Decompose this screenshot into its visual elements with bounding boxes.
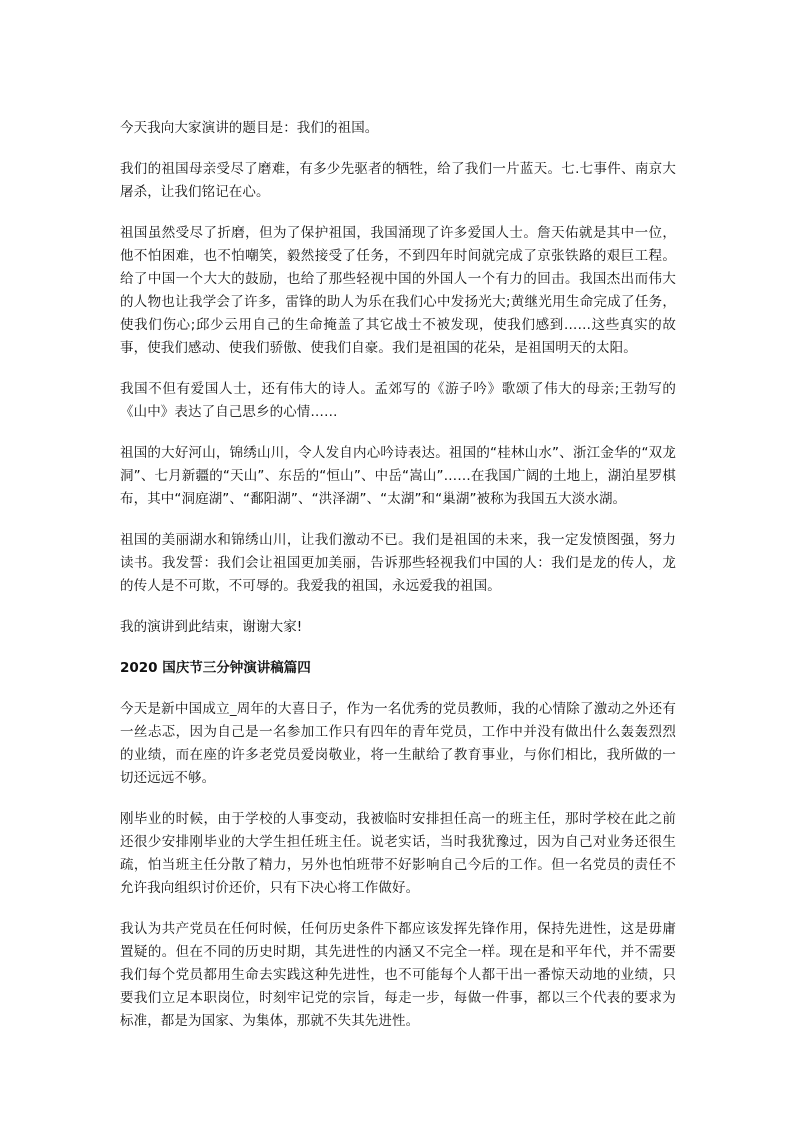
paragraph-2: 我们的祖国母亲受尽了磨难，有多少先驱者的牺牲，给了我们一片蓝天。七.七事件、南京大屠杀，让我们铭记在心。	[120, 161, 676, 200]
paragraph-4: 我国不但有爱国人士，还有伟大的诗人。孟郊写的《游子吟》歌颂了伟大的母亲;王勃写的《山中》表达了自己思乡的心情……	[120, 381, 676, 420]
paragraph-10: 我认为共产党员在任何时候，任何历史条件下都应该发挥先锋作用，保持先进性，这是毋庸置疑的。但在不同的历史时期，其先进性的内涵又不完全一样。现在是和平年代，并不需要我们每个党员都用生命去实践这种先进性，也不可能每个人都干出一番惊天动地的业绩，只要我们立足本职岗位，时刻牢记党的宗旨，每走一步，每做一件事，都以三个代表的要求为标准，都是为国家、为集体，那就不失其先进性。	[120, 921, 676, 1029]
paragraph-5: 祖国的大好河山，锦绣山川，令人发自内心吟诗表达。祖国的“桂林山水”、浙江金华的“双龙洞”、七月新疆的“天山”、东岳的“恒山”、中岳“嵩山”……在我国广阔的土地上，湖泊星罗棋布，其中“洞庭湖”、“鄱阳湖”、“洪泽湖”、“太湖”和“巢湖”被称为我国五大淡水湖。	[120, 445, 676, 507]
paragraph-9: 刚毕业的时候，由于学校的人事变动，我被临时安排担任高一的班主任，那时学校在此之前还很少安排刚毕业的大学生担任班主任。说老实话，当时我犹豫过，因为自己对业务还很生疏，怕当班主任分散了精力，另外也怕班带不好影响自己今后的工作。但一名党员的责任不允许我向组织讨价还价，只有下决心将工作做好。	[120, 811, 676, 896]
paragraph-7: 我的演讲到此结束，谢谢大家!	[120, 619, 303, 635]
paragraph-6: 祖国的美丽湖水和锦绣山川，让我们激动不已。我们是祖国的未来，我一定发愤图强，努力读书。我发誓：我们会让祖国更加美丽，告诉那些轻视我们中国的人：我们是龙的传人，龙的传人是不可欺，不可辱的。我爱我的祖国，永远爱我的祖国。	[120, 532, 676, 594]
section-heading: 2020 国庆节三分钟演讲稿篇四	[120, 660, 311, 676]
paragraph-1: 今天我向大家演讲的题目是：我们的祖国。	[120, 120, 379, 136]
paragraph-8: 今天是新中国成立_周年的大喜日子，作为一名优秀的党员教师，我的心情除了激动之外还有一丝忐忑，因为自己是一名参加工作只有四年的青年党员，工作中并没有做出什么轰轰烈烈的业绩，而在座的许多老党员爱岗敬业，将一生献给了教育事业，与你们相比，我所做的一切还远远不够。	[120, 701, 676, 786]
document-page	[120, 117, 676, 1051]
paragraph-3: 祖国虽然受尽了折磨，但为了保护祖国，我国涌现了许多爱国人士。詹天佑就是其中一位，他不怕困难，也不怕嘲笑，毅然接受了任务，不到四年时间就完成了京张铁路的艰巨工程。给了中国一个大大的鼓励，也给了那些轻视中国的外国人一个有力的回击。我国杰出而伟大的人物也让我学会了许多，雷锋的助人为乐在我们心中发扬光大;黄继光用生命完成了任务，使我们伤心;邱少云用自己的生命掩盖了其它战士不被发现，使我们感到……这些真实的故事，使我们感动、使我们骄傲、使我们自豪。我们是祖国的花朵，是祖国明天的太阳。	[120, 225, 676, 356]
